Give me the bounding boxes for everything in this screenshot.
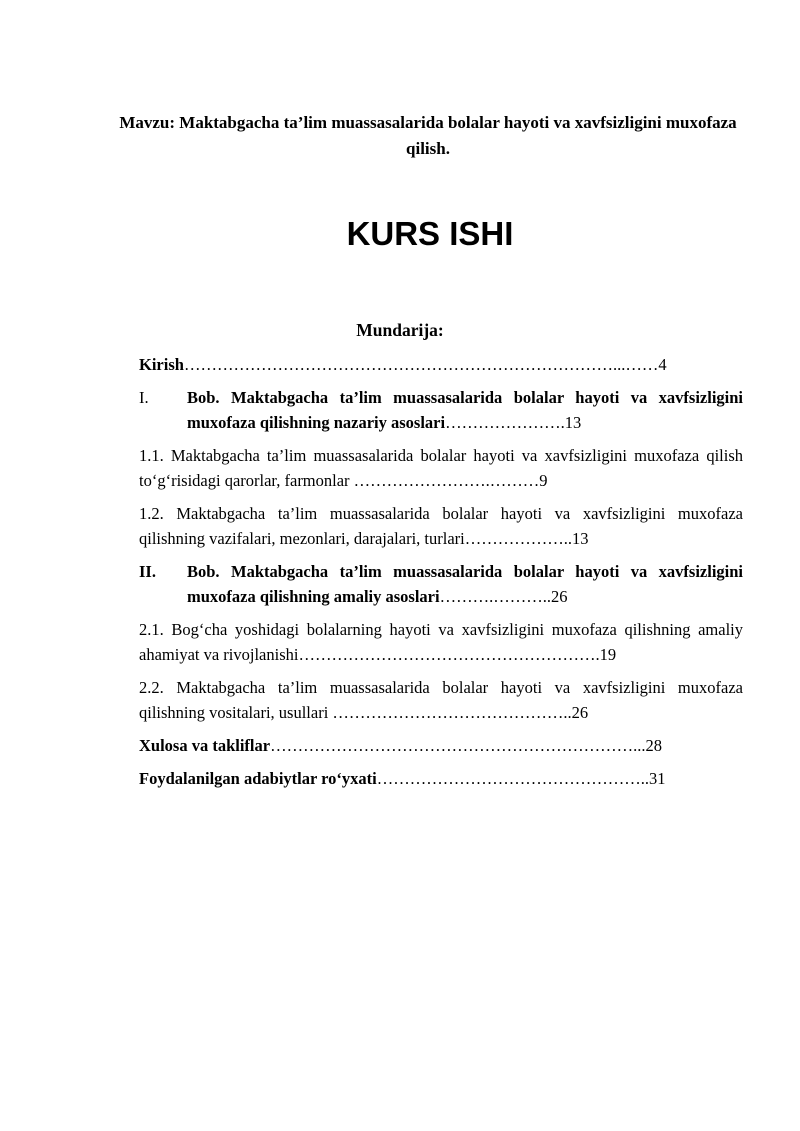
toc-entry-label: 1.2. Maktabgacha ta’lim muassasalarida bolalar hayoti va xavfsizligini muxofaza qilishning vazifalari, mezonlari, darajalari, turlari [139,504,743,548]
table-of-contents [139,352,743,791]
toc-entry-section-2-1 [139,617,743,667]
toc-entry-chapter-1 [139,385,743,435]
toc-entry-label: 2.2. Maktabgacha ta’lim muassasalarida bolalar hayoti va xavfsizligini muxofaza qilishning vositalari, usullari [139,678,743,722]
toc-entry-label: Foydalanilgan adabiytlar ro‘yxati [139,769,377,788]
toc-entry-section-1-2 [139,501,743,551]
toc-leader-dots: ………………………………………….. [376,769,650,788]
toc-page-number: 19 [599,645,617,664]
toc-leader-dots: …………………….……… [353,471,540,490]
toc-page-number: 28 [645,736,662,755]
chapter-number: II. [139,562,156,581]
toc-leader-dots: …………………. [445,413,565,432]
toc-page-number: 13 [572,529,589,548]
toc-leader-dots: ……………….. [464,529,572,548]
toc-entry-label: Kirish [139,355,184,374]
toc-page-number: 31 [649,769,666,788]
toc-entry-foydalanilgan [139,766,743,791]
toc-leader-dots: ……………………………………………………………………...…… [183,355,659,374]
toc-page-number: 9 [539,471,548,490]
page-title: KURS ISHI [346,215,514,252]
toc-leader-dots: …………………………………….. [332,703,572,722]
toc-leader-dots: …………………………………………………………... [270,736,646,755]
toc-leader-dots: ………………………………………………. [298,645,600,664]
toc-entry-chapter-2 [139,559,743,609]
chapter-number: I. [139,388,149,407]
toc-page-number: 4 [658,355,667,374]
toc-entry-kirish [139,352,743,377]
toc-entry-label: 2.1. Bog‘cha yoshidagi bolalarning hayoti va xavfsizligini muxofaza qilishning amaliy ahamiyat va rivojlanishi [139,620,743,664]
topic-heading: Mavzu: Maktabgacha ta’lim muassasalarida bolalar hayoti va xavfsizligini muxofaza qilish. [119,113,737,158]
toc-page-number: 26 [571,703,589,722]
toc-heading: Mundarija: [356,320,444,340]
toc-entry-label: 1.1. Maktabgacha ta’lim muassasalarida bolalar hayoti va xavfsizligini muxofaza qilish to‘g‘risidagi qarorlar, farmonlar [139,446,743,490]
toc-entry-label: Bob. Maktabgacha ta’lim muassasalarida bolalar hayoti va xavfsizligini muxofaza qilishning nazariy asoslari [187,388,743,432]
toc-leader-dots: ……….……….. [439,587,551,606]
toc-entry-label: Bob. Maktabgacha ta’lim muassasalarida bolalar hayoti va xavfsizligini muxofaza qilishning amaliy asoslari [187,562,743,606]
toc-page-number: 26 [550,587,568,606]
toc-page-number: 13 [564,413,582,432]
toc-entry-xulosa [139,733,743,758]
toc-entry-label: Xulosa va takliflar [139,736,271,755]
toc-entry-section-2-2 [139,675,743,725]
toc-entry-section-1-1 [139,443,743,493]
